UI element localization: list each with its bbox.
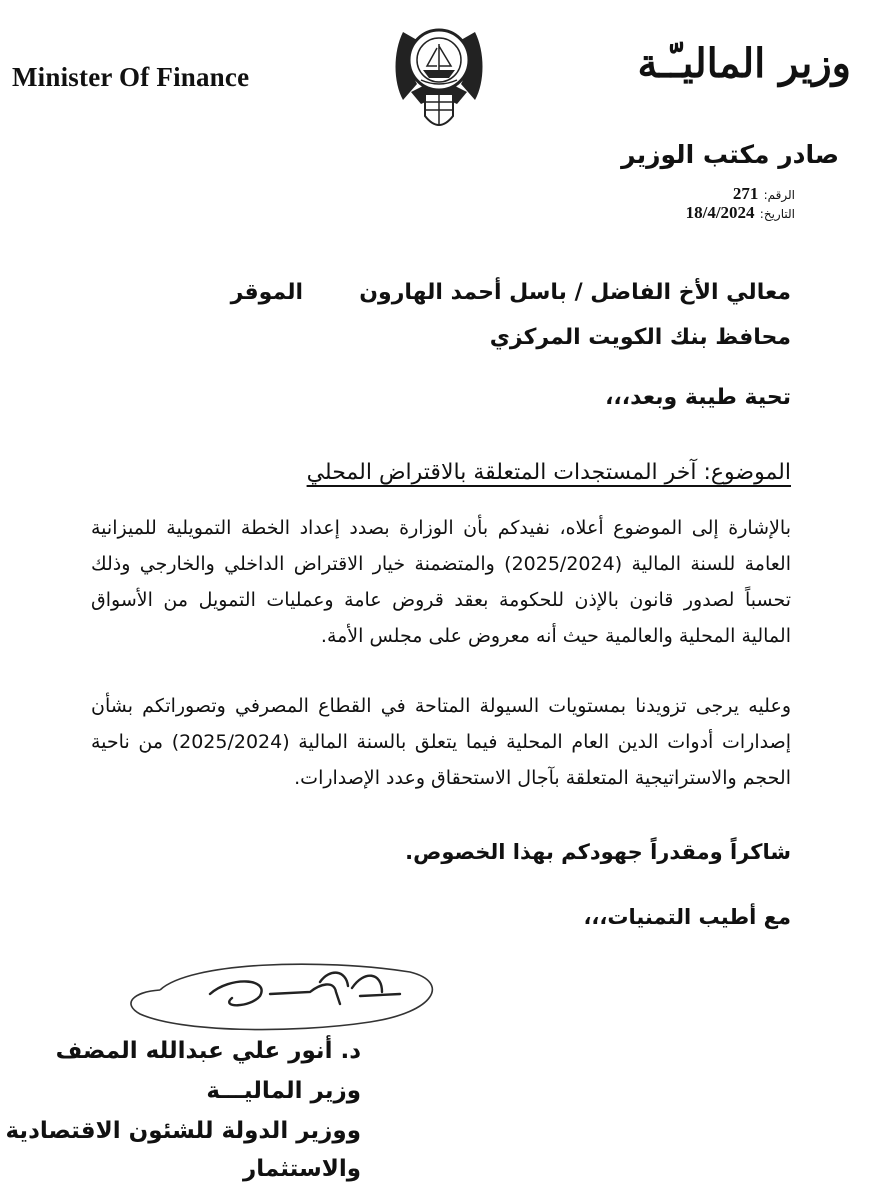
office-issuer: صادر مكتب الوزير [621, 140, 839, 169]
signatory-name: د. أنور علي عبدالله المضف [55, 1038, 361, 1064]
reference-number: 271 [732, 184, 759, 203]
signatory-title-1: وزير الماليـــة [206, 1078, 361, 1104]
addressee-title: محافظ بنك الكويت المركزي [489, 325, 791, 350]
thanks-line: شاكراً ومقدراً جهودكم بهذا الخصوص. [405, 840, 791, 864]
body-paragraph-2: وعليه يرجى تزويدنا بمستويات السيولة المتاحة في القطاع المصرفي وتصوراتكم بشأن إصدارات أدوات الدين العام المحلية فيما يتعلق بالسنة المالية (2025/2024) من ناحية الحجم والاستراتيجية المتعلقة بآجال الاستحقاق وعدد الإصدارات. [91, 695, 791, 789]
handwritten-signature [120, 948, 450, 1040]
kuwait-emblem-icon [387, 12, 491, 138]
greeting: تحية طيبة وبعد،،، [605, 385, 791, 410]
arabic-letterhead-title: وزير الماليـّـة [637, 40, 851, 87]
date-value: 18/4/2024 [685, 203, 755, 222]
subject-line: الموضوع: آخر المستجدات المتعلقة بالاقتراض المحلي [306, 460, 791, 485]
reference-number-row [733, 184, 795, 204]
addressee-name: معالي الأخ الفاضل / باسل أحمد الهارون [359, 280, 791, 305]
body-paragraph-1: بالإشارة إلى الموضوع أعلاه، نفيدكم بأن الوزارة بصدد إعداد الخطة التمويلية للميزانية العامة للسنة المالية (2025/2024) والمتضمنة خيار الاقتراض الداخلي والخارجي وذلك تحسباً لصدور قانون بالإذن للحكومة بعقد قروض عامة وعمليات التمويل من الأسواق المالية المحلية والعالمية حيث أنه معروض على مجلس الأمة. [91, 517, 792, 647]
signatory-title-3: والاستثمار [243, 1156, 361, 1182]
closing-line: مع أطيب التمنيات،،، [583, 905, 791, 929]
addressee-honorific: الموقر [230, 280, 303, 305]
date-row [686, 203, 795, 223]
date-label: التاريخ: [759, 207, 795, 221]
signatory-title-2: ووزير الدولة للشئون الاقتصادية [5, 1118, 361, 1144]
reference-number-label: الرقم: [763, 188, 795, 202]
english-letterhead-title: Minister Of Finance [12, 62, 250, 92]
